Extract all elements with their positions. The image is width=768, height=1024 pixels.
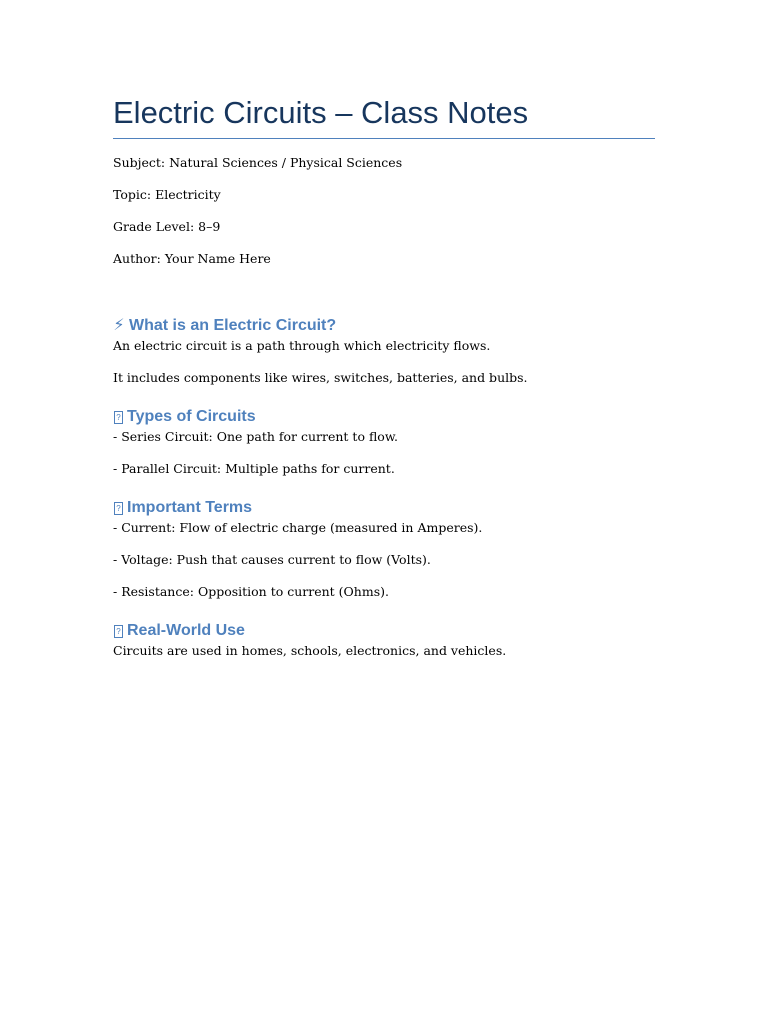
document-title: Electric Circuits – Class Notes (113, 92, 655, 139)
section-heading (113, 407, 655, 427)
section-heading-text: Important Terms (127, 499, 253, 516)
section-heading-text: Real-World Use (127, 622, 245, 639)
section-heading (113, 498, 655, 518)
section-what-is-circuit (113, 316, 655, 386)
lightning-icon: ⚡ (113, 317, 125, 334)
section-heading (113, 316, 655, 336)
missing-glyph-icon: ? (114, 625, 123, 638)
missing-glyph-icon: ? (114, 502, 123, 515)
section-heading-text: What is an Electric Circuit? (129, 317, 337, 334)
paragraph: - Resistance: Opposition to current (Ohms). (113, 584, 389, 599)
section-heading (113, 621, 655, 641)
meta-grade-level: Grade Level: 8–9 (113, 219, 221, 234)
section-real-world-use (113, 621, 655, 659)
meta-author: Author: Your Name Here (113, 251, 271, 266)
paragraph: - Voltage: Push that causes current to flow (Volts). (113, 552, 431, 567)
paragraph: An electric circuit is a path through which electricity flows. (113, 338, 491, 353)
paragraph: - Current: Flow of electric charge (measured in Amperes). (113, 520, 483, 535)
paragraph: - Parallel Circuit: Multiple paths for current. (113, 461, 395, 476)
section-important-terms (113, 498, 655, 600)
missing-glyph-icon: ? (114, 411, 123, 424)
meta-topic: Topic: Electricity (113, 187, 221, 202)
document-content (113, 92, 655, 675)
paragraph: Circuits are used in homes, schools, electronics, and vehicles. (113, 643, 507, 658)
section-heading-text: Types of Circuits (127, 408, 256, 425)
meta-subject: Subject: Natural Sciences / Physical Sciences (113, 155, 403, 170)
paragraph: It includes components like wires, switches, batteries, and bulbs. (113, 370, 528, 385)
paragraph: - Series Circuit: One path for current to flow. (113, 429, 399, 444)
section-types-of-circuits (113, 407, 655, 477)
document-meta (113, 155, 655, 267)
